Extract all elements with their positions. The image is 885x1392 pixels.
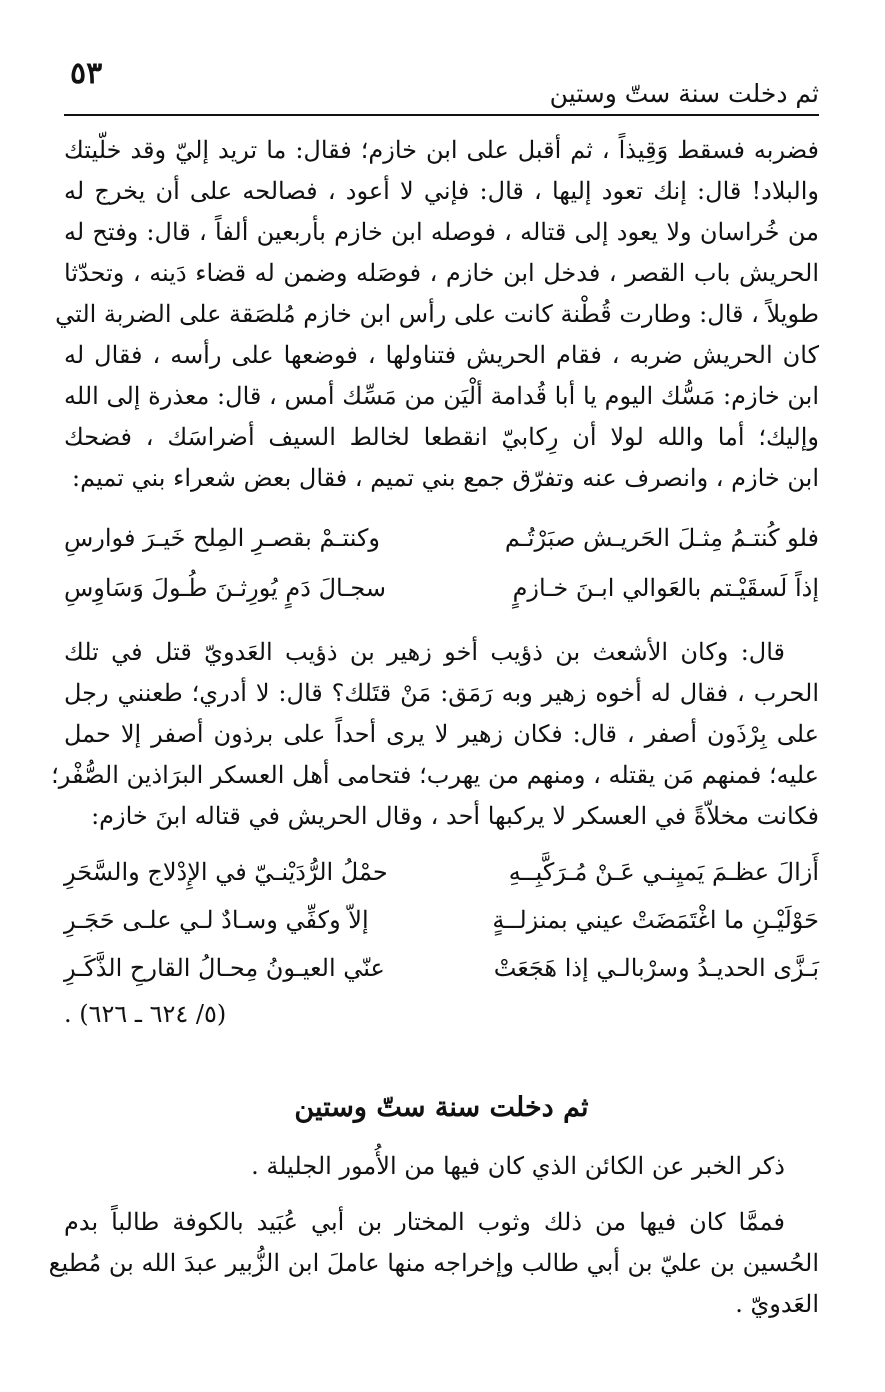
text-line: ابن خازم ، وانصرف عنه وتفرّق جمع بني تميم ، فقال بعض شعراء بني تميم: bbox=[72, 464, 819, 492]
poem-1-verse bbox=[64, 574, 819, 618]
text-line: على بِرْذَون أصفر ، قال: فكان زهير لا يرى أحداً على برذون أصفر إلا حمل bbox=[64, 720, 819, 748]
verse-first-hemistich: بَـزَّى الحديـدُ وسرْبالـي إذا هَجَعَتْ bbox=[493, 954, 819, 982]
poem-2-verse bbox=[64, 906, 819, 950]
poem-1-verse bbox=[64, 524, 819, 568]
verse-first-hemistich: إذاً لَسقَيْـتم بالعَوالي ابـنَ خـازمٍ bbox=[512, 574, 819, 602]
verse-first-hemistich: فلو كُنتـمُ مِثـلَ الحَريـش صبَرْتُـم bbox=[504, 524, 819, 552]
text-line: الحريش باب القصر ، فدخل ابن خازم ، فوصَله وضمن له قضاء دَينه ، وتحدّثا bbox=[64, 259, 819, 287]
text-line: الحرب ، فقال له أخوه زهير وبه رَمَق: مَنْ قتَلك؟ قال: لا أدري؛ طعنني رجل bbox=[64, 679, 819, 707]
text-line: ابن خازم: مَسُّك اليوم يا أبا قُدامة ألْيَن من مَسِّك أمس ، قال: معذرة إلى الله bbox=[64, 382, 820, 410]
page-header bbox=[64, 52, 819, 116]
paragraph-2 bbox=[51, 632, 819, 837]
verse-second-hemistich: حمْلُ الرُّدَيْنـيّ في الإِدْلاج والسَّحَرِ bbox=[64, 858, 388, 886]
verse-first-hemistich: أَزالَ عظـمَ يَميِنـي عَـنْ مُـرَكَّبِــهِ bbox=[508, 858, 819, 886]
verse-first-hemistich: حَوْلَيْـنِ ما اغْتَمَضَتْ عيني بمنزلــةٍ bbox=[492, 906, 819, 934]
text-line: فممَّا كان فيها من ذلك وثوب المختار بن أبي عُبَيد بالكوفة طالباً بدم bbox=[64, 1208, 785, 1236]
text-line: والبلاد! قال: إنك تعود إليها ، قال: فإني لا أعود ، فصالحه على أن يخرج له bbox=[64, 177, 819, 205]
text-line: كان الحريش ضربه ، فقام الحريش فتناولها ، فوضعها على رأسه ، فقال له bbox=[64, 341, 819, 369]
source-reference bbox=[64, 1000, 819, 1028]
verse-second-hemistich: عنّي العيـونُ مِحـالُ القارحِ الذَّكَـرِ bbox=[64, 954, 385, 982]
verse-second-hemistich: وكنتـمْ بقصـرِ المِلح خَيـرَ فوارسِ bbox=[64, 524, 380, 552]
text-line: وإليك؛ أما والله لولا أن رِكابيّ انقطعا لخالط السيف أضراسَك ، فضحك bbox=[64, 423, 819, 451]
text-line: طويلاً ، قال: وطارت قُطْنة كانت على رأس ابن خازم مُلصَقة على الضربة التي bbox=[55, 300, 819, 328]
page-number: ٥٣ bbox=[70, 56, 103, 91]
text-line: عليه؛ فمنهم مَن يقتله ، ومنهم من يهرب؛ فتحامى أهل العسكر البرَاذين الصُّفْر؛ bbox=[51, 761, 819, 789]
text-line: فضربه فسقط وَقِيذاً ، ثم أقبل على ابن خازم؛ فقال: ما تريد إليّ وقد خلّيتك bbox=[64, 136, 819, 164]
text-line: الحُسين بن عليّ بن أبي طالب وإخراجه منها عاملَ ابن الزُّبير عبدَ الله بن مُطيع bbox=[48, 1249, 819, 1277]
text-line: ذكر الخبر عن الكائن الذي كان فيها من الأُمور الجليلة . bbox=[251, 1152, 785, 1180]
text-line: فكانت مخلاّةً في العسكر لا يركبها أحد ، وقال الحريش في قتاله ابنَ خازم: bbox=[91, 802, 819, 830]
paragraph-3 bbox=[48, 1202, 819, 1325]
text-line: من خُراسان ولا يعود إلى قتاله ، فوصله ابن خازم بأربعين ألفاً ، قال: وفتح له bbox=[64, 218, 819, 246]
running-title: ثم دخلت سنة ستّ وستين bbox=[549, 79, 819, 108]
paragraph-1 bbox=[55, 130, 820, 499]
poem-2-verse bbox=[64, 858, 819, 902]
text-line: العَدويّ . bbox=[735, 1290, 819, 1318]
verse-second-hemistich: إلاّ وكفِّي وسـادٌ لـي علـى حَجَـرِ bbox=[64, 906, 369, 934]
poem-2-verse bbox=[64, 954, 819, 998]
reference-text: (٥/ ٦٢٤ ـ ٦٢٦) . bbox=[64, 1000, 227, 1028]
section-intro bbox=[64, 1146, 819, 1187]
section-title: ثم دخلت سنة ستّ وستين bbox=[294, 1092, 589, 1123]
verse-second-hemistich: سجـالَ دَمٍ يُورِثـنَ طُـولَ وَسَاوِسِ bbox=[64, 574, 386, 602]
text-line: قال: وكان الأشعث بن ذؤيب أخو زهير بن ذؤيب العَدويّ قتل في تلك bbox=[64, 638, 785, 666]
